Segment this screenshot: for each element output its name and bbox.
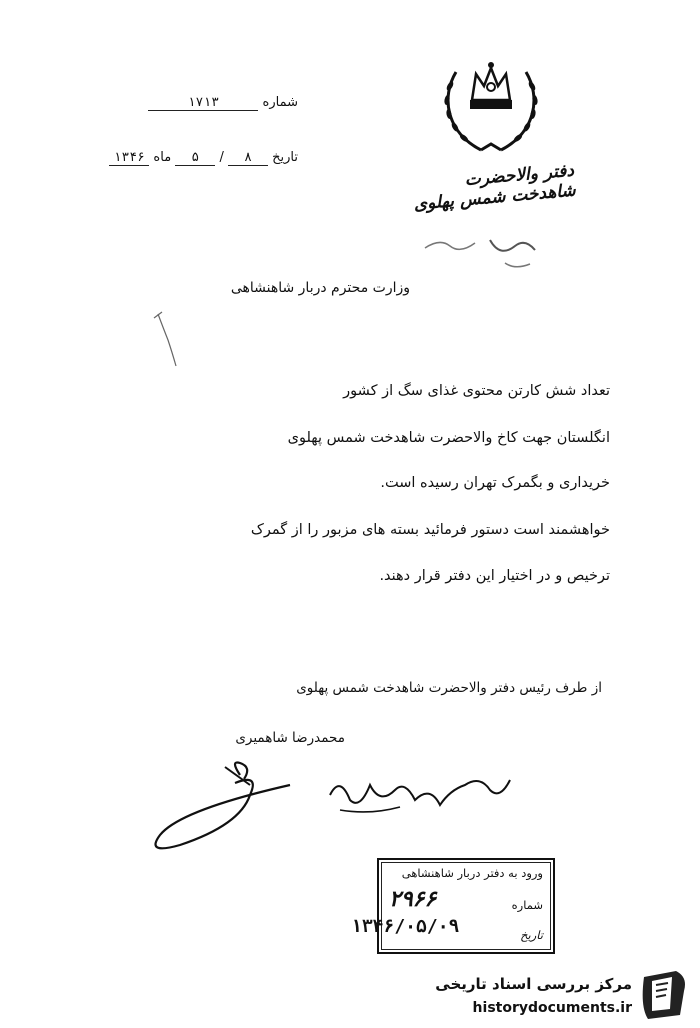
document-number-field [148,95,298,111]
sender-line: از طرف رئیس دفتر والاحضرت شاهدخت شمس پهلوی [296,680,602,696]
document-date-field: تاریخ ۸ / ۵ ماه ۱۳۴۶ [109,150,298,166]
body-line-2: انگلستان جهت کاخ والاحضرت شاهدخت شمس پهلوی [287,430,610,446]
stamp-title: ورود به دفتر دربار شاهنشاهی [401,866,543,880]
received-stamp [351,858,555,954]
month-label: ماه [153,150,172,165]
recipient-line: وزارت محترم دربار شاهنشاهی [230,280,410,296]
pencil-mark [150,310,190,370]
body-line-3: خریداری و بگمرک تهران رسیده است. [380,475,610,491]
watermark-url: historydocuments.ir [472,1000,632,1016]
date-day: ۸ [228,150,268,166]
document-center-logo-icon [636,967,692,1023]
body-line-1: تعداد شش کارتن محتوی غذای سگ از کشور [343,383,610,399]
stamp-number-value: ۲۹۶۶ [389,886,437,912]
signer-name: محمدرضا شاهمیری [235,730,345,746]
crown-emblem-icon [436,52,546,162]
stamp-number-label: شماره [511,898,543,912]
body-line-4: خواهشمند است دستور فرمائید بسته های مزبور را از گمرک [250,522,610,538]
watermark-text: مرکز بررسی اسناد تاریخی [435,975,632,993]
date-label: تاریخ [272,150,298,165]
number-label: شماره [262,95,298,110]
handwritten-signatures [140,755,530,865]
date-year: ۱۳۴۶ [109,150,149,166]
number-value: ۱۷۱۳ [148,95,258,111]
date-month: ۵ [175,150,215,166]
faint-handwritten-note [420,228,540,278]
body-line-5: ترخیص و در اختیار این دفتر قرار دهند. [379,568,610,584]
stamp-date-value: ۱۳۴۶/۰۵/۰۹ [351,916,460,937]
letterhead-office-title: دفتر والاحضرت شاهدخت شمس پهلوی [412,160,577,215]
stamp-date-label: تاریخ [520,928,543,942]
